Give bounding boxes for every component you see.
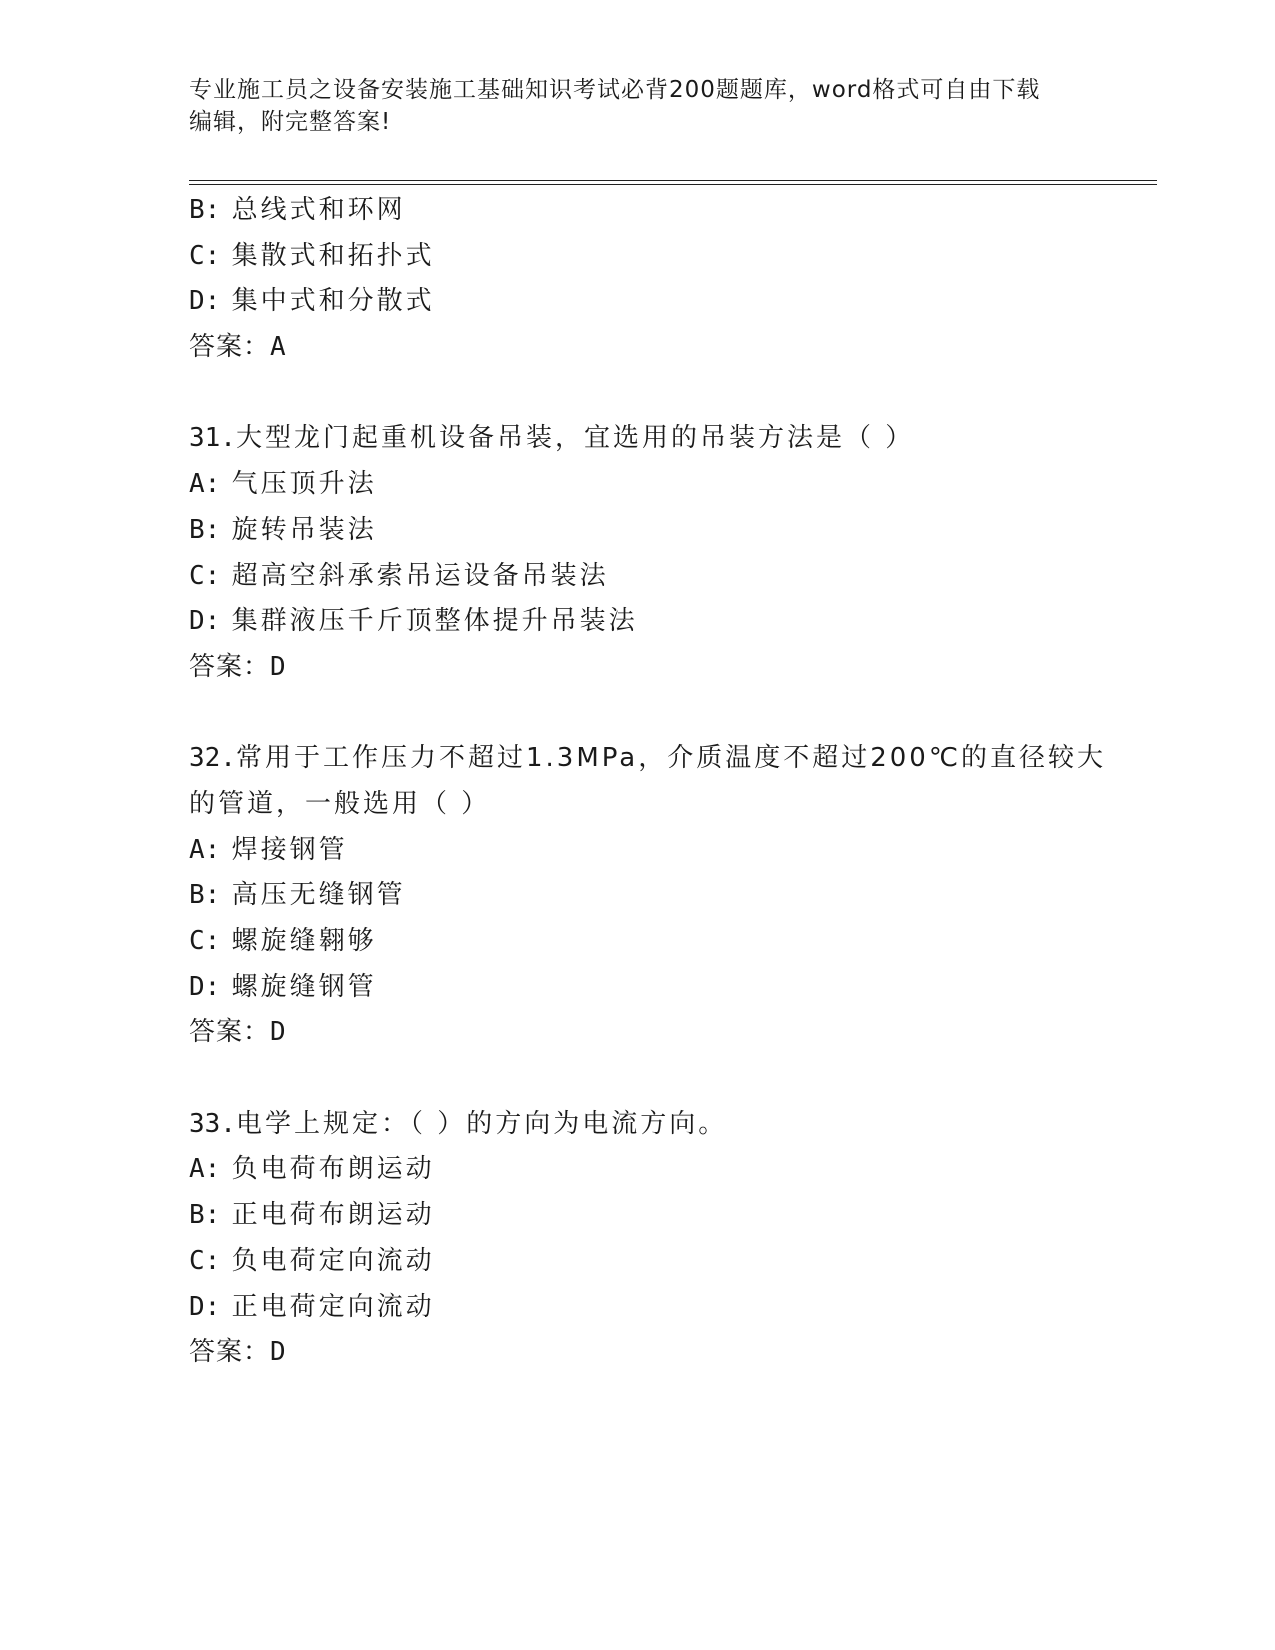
option-b: B: 高压无缝钢管: [189, 880, 406, 911]
question-gap: [189, 691, 1089, 737]
option-c: C: 负电荷定向流动: [189, 1245, 435, 1276]
option-a: A: 负电荷布朗运动: [189, 1154, 435, 1185]
question-gap: [189, 1056, 1089, 1102]
question-stem: 33.电学上规定：（ ）的方向为电流方向。: [189, 1108, 728, 1139]
option-b: B: 旋转吊装法: [189, 514, 377, 545]
answer-line: 答案：D: [189, 1337, 287, 1368]
header-line-2: 编辑，附完整答案!: [189, 109, 392, 135]
option-d: D: 集群液压千斤顶整体提升吊装法: [189, 606, 638, 637]
option-a: A: 气压顶升法: [189, 469, 377, 500]
document-header: [189, 74, 1089, 138]
option-d: D: 集中式和分散式: [189, 286, 435, 317]
question-33: [189, 1102, 1089, 1376]
option-c: C: 集散式和拓扑式: [189, 240, 435, 271]
question-32: [189, 736, 1107, 1056]
option-d: D: 螺旋缝钢管: [189, 971, 377, 1002]
question-stem: 31.大型龙门起重机设备吊装，宜选用的吊装方法是（ ）: [189, 423, 915, 454]
question-stem-continued: 的管道，一般选用（ ）: [189, 788, 491, 819]
option-c: C: 超高空斜承索吊运设备吊装法: [189, 560, 609, 591]
option-c: C: 螺旋缝翱够: [189, 926, 377, 956]
answer-line: 答案：D: [189, 1017, 287, 1048]
option-b: B: 总线式和环网: [189, 195, 406, 225]
question-31: [189, 416, 1089, 690]
prev-question-block: [189, 188, 1089, 371]
question-gap: [189, 371, 1089, 417]
header-divider: [189, 180, 1157, 185]
option-b: B: 正电荷布朗运动: [189, 1200, 435, 1231]
header-line-1: 专业施工员之设备安装施工基础知识考试必背200题题库，word格式可自由下载: [189, 77, 1041, 103]
answer-line: 答案：A: [189, 332, 287, 363]
answer-line: 答案：D: [189, 651, 287, 682]
question-stem: 32.常用于工作压力不超过1.3MPa，介质温度不超过200℃的直径较大: [189, 743, 1107, 774]
option-d: D: 正电荷定向流动: [189, 1291, 435, 1322]
question-list: [189, 188, 1107, 1376]
option-a: A: 焊接钢管: [189, 834, 348, 865]
